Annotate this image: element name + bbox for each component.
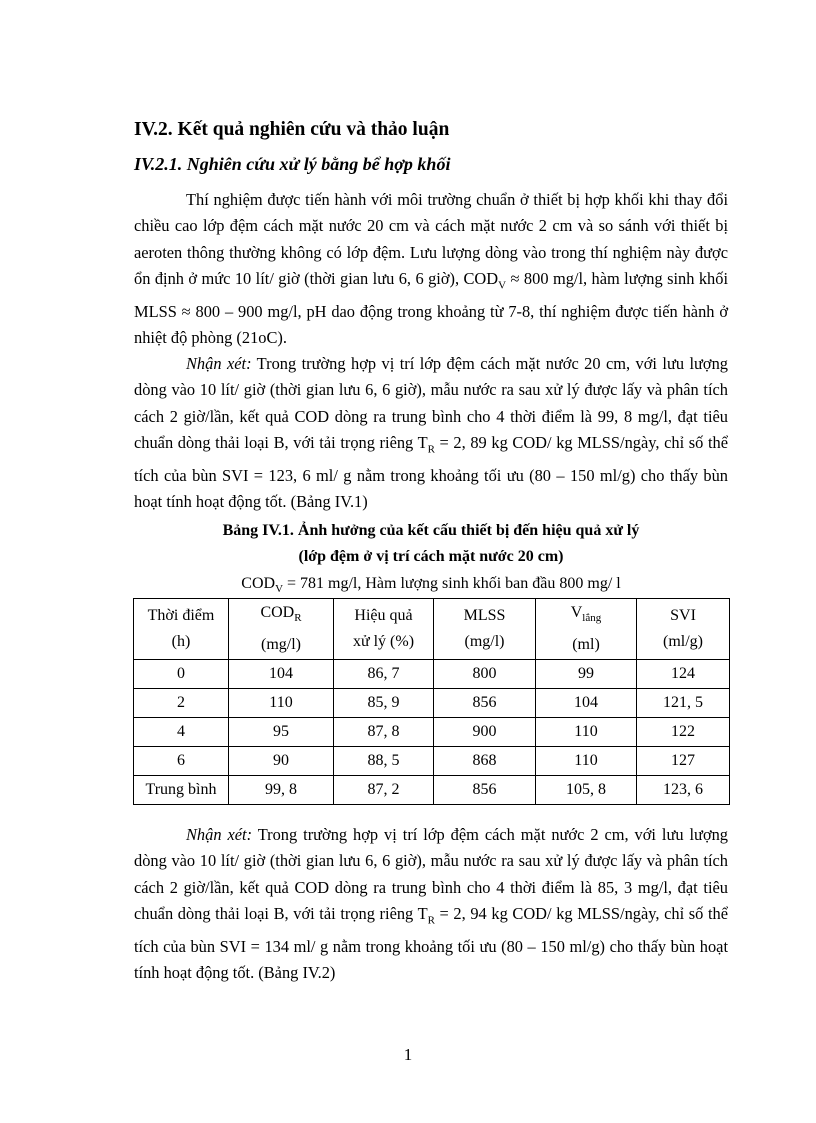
header-cell (229, 599, 334, 660)
table-cell: 90 (229, 747, 334, 776)
table-cell: 85, 9 (334, 689, 434, 718)
table-row (134, 660, 730, 689)
table-cell: 800 (434, 660, 536, 689)
paragraph-text: Trong trường hợp vị trí lớp đệm cách mặt nước 20 cm, với lưu lượng dòng vào 10 lít/ giờ (thời gian lưu 6, 6 giờ), mẫu nước ra sau xử lý được lấy và phân tích cách 2 giờ/lần, kết quả COD dòng ra trung bình cho 4 thời điểm là 99, 8 mg/l, đạt tiêu chuẩn dòng thải loại B, với tải trọng riêng T (134, 354, 728, 453)
subscript: lắng (582, 612, 602, 625)
table-cell: 6 (134, 747, 229, 776)
header-cell (334, 599, 434, 660)
remark-label: Nhận xét: (186, 825, 253, 844)
table-cell: 121, 5 (637, 689, 730, 718)
header-text: SVI (670, 607, 696, 624)
table-cell: 122 (637, 718, 730, 747)
table-cell: 123, 6 (637, 776, 730, 805)
results-table (133, 598, 730, 805)
table-header-row (134, 599, 730, 660)
paragraph-text: Trong trường hợp vị trí lớp đệm cách mặt nước 2 cm, với lưu lượng dòng vào 10 lít/ giờ (thời gian lưu 6, 6 giờ), mẫu nước ra sau xử lý được lấy và phân tích cách 2 giờ/lần, kết quả COD dòng ra trung bình cho 4 thời điểm là 85, 3 mg/l, đạt tiêu chuẩn dòng thải loại B, với tải trọng riêng T (134, 825, 729, 924)
header-cell (134, 599, 229, 660)
table-cell: 104 (229, 660, 334, 689)
header-text: V (570, 604, 583, 622)
table-cell: Trung bình (134, 776, 229, 805)
intro-paragraph (134, 187, 728, 352)
table-cell: 110 (229, 689, 334, 718)
table-cell: 86, 7 (334, 660, 434, 689)
table-row (134, 747, 730, 776)
header-unit: (ml/g) (663, 633, 703, 650)
paragraph-text: = 2, 94 kg COD/ kg MLSS/ngày, chỉ số thể tích của bùn SVI = 134 ml/ g nằm trong khoảng tối ưu (80 – 150 ml/g) cho thấy bùn hoạt tính hoạt động tốt. (Bảng IV.2) (134, 904, 728, 983)
header-unit: xử lý (%) (352, 633, 415, 650)
section-heading: IV.2. Kết quả nghiên cứu và thảo luận (134, 119, 450, 140)
table-cell: 110 (536, 747, 637, 776)
table-cell: 0 (134, 660, 229, 689)
table-cell: 900 (434, 718, 536, 747)
table-cell: 2 (134, 689, 229, 718)
subcaption-text: COD (241, 575, 276, 592)
header-unit: (mg/l) (464, 633, 505, 650)
table-cell: 124 (637, 660, 730, 689)
table-row (134, 689, 730, 718)
subscript: R (427, 443, 435, 456)
subscript: R (427, 914, 435, 927)
table-row-average (134, 776, 730, 805)
table-cell: 88, 5 (334, 747, 434, 776)
paragraph-text: Thí nghiệm được tiến hành với môi trường chuẩn ở thiết bị hợp khối khi thay đổi chiều cao lớp đệm cách mặt nước 20 cm và cách mặt nước 2 cm và so sánh với thiết bị aeroten thông thường không có lớp đệm. Lưu lượng dòng vào trong thí nghiệm này được ổn định ở mức 10 lít/ giờ (thời gian lưu 6, 6 giờ), COD (134, 190, 728, 289)
table-cell: 868 (434, 747, 536, 776)
table-row (134, 718, 730, 747)
subsection-heading: IV.2.1. Nghiên cứu xử lý bằng bể hợp khối (134, 154, 451, 174)
header-unit: (ml) (572, 635, 600, 653)
table-cell: 87, 8 (334, 718, 434, 747)
table-cell: 104 (536, 689, 637, 718)
table-cell: 4 (134, 718, 229, 747)
header-unit: (h) (171, 633, 191, 650)
header-cell (536, 599, 637, 660)
subscript: V (275, 583, 284, 596)
table-cell: 110 (536, 718, 637, 747)
subscript: R (294, 612, 302, 625)
remark-paragraph-2 (134, 822, 728, 987)
table-cell: 87, 2 (334, 776, 434, 805)
header-text: Hiệu quả (354, 607, 413, 624)
page-number: 1 (403, 1045, 413, 1064)
table-caption-note: (lớp đệm ở vị trí cách mặt nước 20 cm) (298, 548, 564, 565)
remark-paragraph-1 (134, 351, 728, 516)
table-caption: Bảng IV.1. Ảnh hưởng của kết cấu thiết bị đến hiệu quả xử lý (222, 522, 640, 539)
table-cell: 99, 8 (229, 776, 334, 805)
header-unit: (mg/l) (261, 635, 301, 653)
table-cell: 856 (434, 689, 536, 718)
subcaption-text: = 781 mg/l, Hàm lượng sinh khối ban đầu 800 mg/ l (283, 575, 621, 592)
header-cell (637, 599, 730, 660)
remark-label: Nhận xét: (186, 354, 252, 373)
table-cell: 105, 8 (536, 776, 637, 805)
table-cell: 127 (637, 747, 730, 776)
subscript: V (498, 279, 507, 292)
table-subcaption (134, 573, 728, 600)
paragraph-text: = 2, 89 kg COD/ kg MLSS/ngày, chỉ số thể tích của bùn SVI = 123, 6 ml/ g nằm trong khoảng tối ưu (80 – 150 ml/g) cho thấy bùn hoạt tính hoạt động tốt. (Bảng IV.1) (134, 433, 728, 512)
header-text: MLSS (463, 607, 506, 624)
header-text: Thời điểm (147, 607, 215, 624)
header-text: COD (260, 604, 295, 622)
header-cell (434, 599, 536, 660)
paragraph-text: ≈ 800 mg/l, hàm lượng sinh khối MLSS ≈ 800 – 900 mg/l, pH dao động trong khoảng từ 7-8, thí nghiệm được tiến hành ở nhiệt độ phòng (21oC). (134, 269, 729, 348)
table-cell: 856 (434, 776, 536, 805)
table-cell: 99 (536, 660, 637, 689)
table-cell: 95 (229, 718, 334, 747)
